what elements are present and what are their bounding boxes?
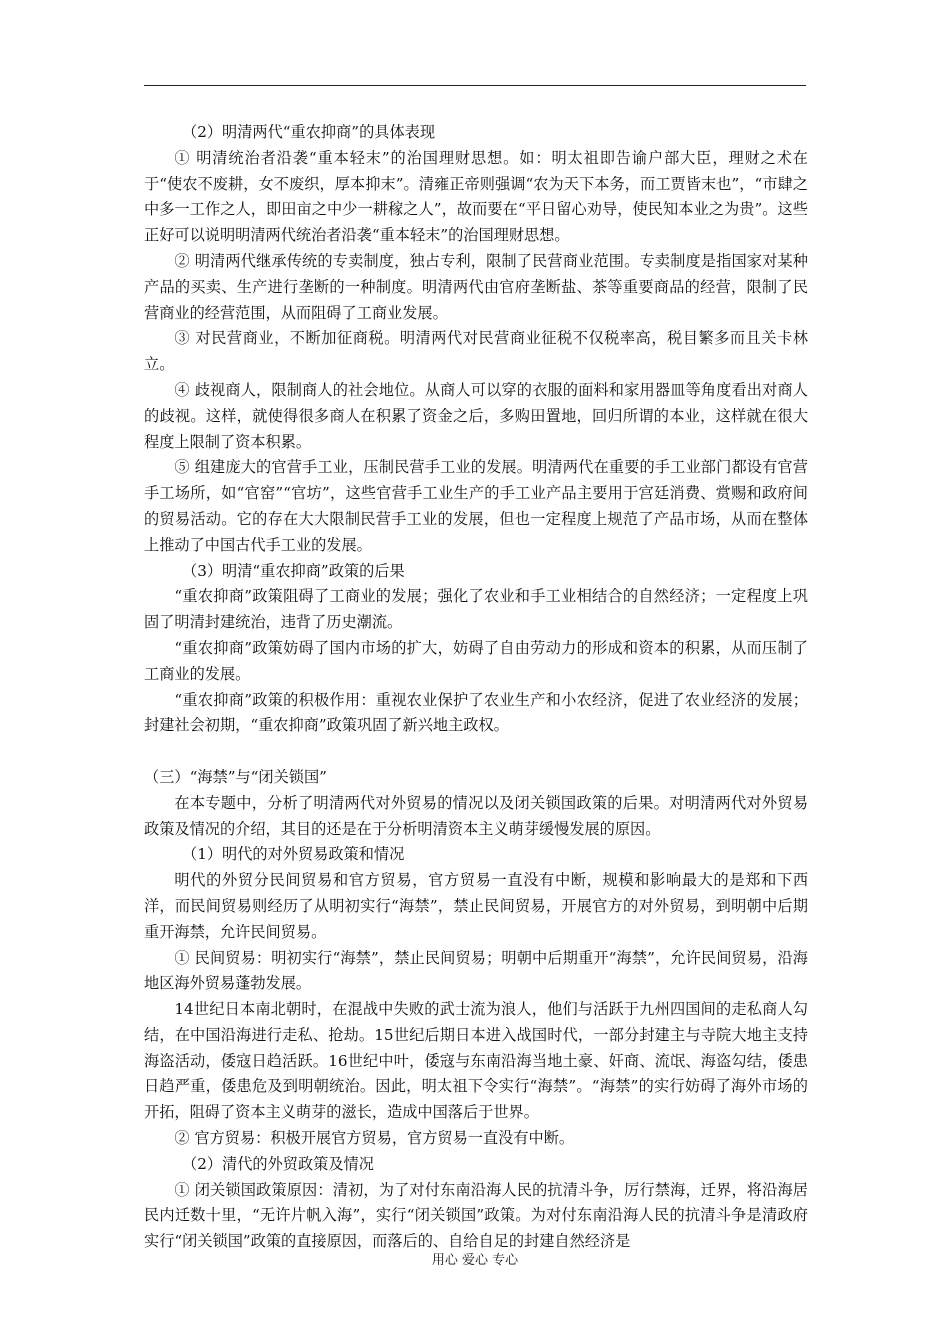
section-heading: （三）“海禁”与“闭关锁国” <box>144 767 327 786</box>
body-paragraph: ⑤ 组建庞大的官营手工业，压制民营手工业的发展。明清两代在重要的手工业部门都设有官营手工场所，如“官窑”“官坊”，这些官营手工业生产的手工业产品主要用于宫廷消费、赏赐和政府间的贸易活动。它的存在大大限制民营手工业的发展，但也一定程度上规范了产品市场，从而在整体上推动了中国古代手工业的发展。 <box>144 458 808 554</box>
page-footer: 用心 爱心 专心 <box>431 1253 519 1268</box>
body-paragraph: ① 明清统治者沿袭“重本轻末”的治国理财思想。如：明太祖即告谕户部大臣，理财之术在于“使农不废耕，女不废织，厚本抑末”。清雍正帝则强调“农为天下本务，而工贾皆末也”，“市肆之中多一工作之人，即田亩之中少一耕稼之人”，故而要在“平日留心劝导，使民知本业之为贵”。这些正好可以说明明清两代统治者沿袭“重本轻末”的治国理财思想。 <box>144 148 808 245</box>
body-paragraph: ④ 歧视商人，限制商人的社会地位。从商人可以穿的衣服的面料和家用器皿等角度看出对商人的歧视。这样，就使得很多商人在积累了资金之后，多购田置地，回归所谓的本业，这样就在很大程度上限制了资本积累。 <box>144 380 808 451</box>
body-paragraph: ② 官方贸易：积极开展官方贸易，官方贸易一直没有中断。 <box>174 1129 575 1148</box>
subsection-heading: （3）明清“重农抑商”政策的后果 <box>182 561 405 580</box>
body-paragraph: “重农抑商”政策阻碍了工商业的发展；强化了农业和手工业相结合的自然经济；一定程度上巩固了明清封建统治，违背了历史潮流。 <box>144 587 808 632</box>
document-body <box>144 120 808 1255</box>
body-paragraph: ① 闭关锁国政策原因：清初，为了对付东南沿海人民的抗清斗争，厉行禁海，迁界，将沿海居民内迁数十里，“无许片帆入海”，实行“闭关锁国”政策。为对付东南沿海人民的抗清斗争是清政府实行“闭关锁国”政策的直接原因，而落后的、自给自足的封建自然经济是 <box>144 1180 808 1251</box>
body-paragraph: “重农抑商”政策的积极作用：重视农业保护了农业生产和小农经济，促进了农业经济的发展；封建社会初期，“重农抑商”政策巩固了新兴地主政权。 <box>144 690 808 735</box>
subsection-heading: （2）清代的外贸政策及情况 <box>182 1154 374 1173</box>
body-paragraph: 明代的外贸分民间贸易和官方贸易，官方贸易一直没有中断，规模和影响最大的是郑和下西洋，而民间贸易则经历了从明初实行“海禁”，禁止民间贸易，开展官方的对外贸易，到明朝中后期重开海禁，允许民间贸易。 <box>144 871 808 941</box>
body-paragraph: “重农抑商”政策妨碍了国内市场的扩大，妨碍了自由劳动力的形成和资本的积累，从而压制了工商业的发展。 <box>144 638 808 683</box>
body-paragraph: 14世纪日本南北朝时，在混战中失败的武士流为浪人，他们与活跃于九州四国间的走私商人勾结，在中国沿海进行走私、抢劫。15世纪后期日本进入战国时代，一部分封建主与寺院大地主支持海盗活动，倭寇日趋活跃。16世纪中叶，倭寇与东南沿海当地土豪、奸商、流氓、海盗勾结，倭患日趋严重，倭患危及到明朝统治。因此，明太祖下令实行“海禁”。“海禁”的实行妨碍了海外市场的开拓，阻碍了资本主义萌芽的滋长，造成中国落后于世界。 <box>144 1000 808 1122</box>
subsection-heading: （1）明代的对外贸易政策和情况 <box>182 845 405 864</box>
body-paragraph: ② 明清两代继承传统的专卖制度，独占专利，限制了民营商业范围。专卖制度是指国家对某种产品的买卖、生产进行垄断的一种制度。明清两代由官府垄断盐、茶等重要商品的经营，限制了民营商业的经营范围，从而阻碍了工商业发展。 <box>144 251 808 322</box>
subsection-heading: （2）明清两代“重农抑商”的具体表现 <box>182 123 436 141</box>
body-paragraph: 在本专题中，分析了明清两代对外贸易的情况以及闭关锁国政策的后果。对明清两代对外贸易政策及情况的介绍，其目的还是在于分析明清资本主义萌芽缓慢发展的原因。 <box>144 793 808 838</box>
body-paragraph: ③ 对民营商业，不断加征商税。明清两代对民营商业征税不仅税率高，税目繁多而且关卡林立。 <box>144 329 808 374</box>
header-rule <box>144 85 806 86</box>
body-paragraph: ① 民间贸易：明初实行“海禁”，禁止民间贸易；明朝中后期重开“海禁”，允许民间贸易，沿海地区海外贸易蓬勃发展。 <box>144 948 808 993</box>
